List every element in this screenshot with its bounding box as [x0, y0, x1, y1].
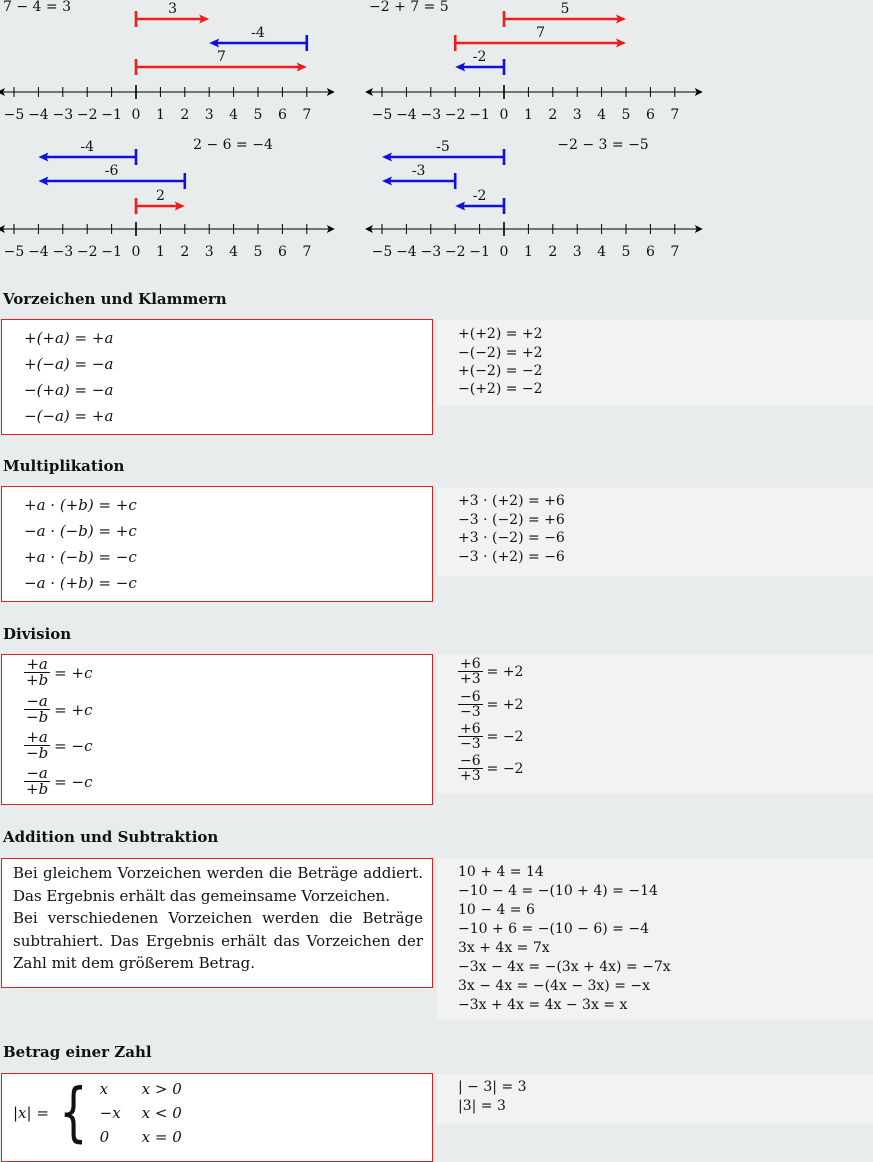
equation-label: −2 − 3 = −5	[557, 137, 649, 153]
numerator: +a	[26, 655, 48, 673]
denominator: +b	[26, 671, 49, 689]
tick-label: 4	[597, 107, 607, 123]
tick-label: −5	[371, 107, 393, 123]
numerator: −a	[26, 764, 48, 782]
tick-label: 2	[180, 244, 190, 260]
example-line: +3 · (−2) = −6	[458, 530, 565, 546]
numerator: −6	[460, 753, 481, 769]
tick-label: −3	[52, 244, 74, 260]
section-title-betrag: Betrag einer Zahl	[3, 1043, 152, 1061]
result: = +2	[486, 696, 524, 713]
tick-label: −4	[396, 244, 417, 260]
example-line: −3 · (+2) = −6	[458, 549, 565, 565]
arrow-label: -4	[251, 25, 265, 41]
example-box-division	[437, 655, 873, 793]
numerator: −6	[460, 689, 481, 705]
numerator: +6	[460, 656, 481, 672]
example-line: +3 · (+2) = +6	[458, 493, 565, 509]
case-condition: x < 0	[141, 1104, 182, 1122]
tick-label: −1	[469, 107, 490, 123]
example-line: | − 3| = 3	[458, 1079, 527, 1095]
tick-label: −2	[76, 107, 98, 123]
tick-label: 0	[131, 244, 141, 260]
numerator: −a	[26, 692, 48, 710]
arrow-label: -6	[104, 163, 119, 179]
example-line: +(+2) = +2	[458, 326, 543, 342]
division-example	[458, 657, 523, 686]
denominator: −3	[460, 736, 481, 752]
rule-line: +(−a) = −a	[24, 355, 114, 373]
tick-label: 3	[204, 244, 214, 260]
tick-label: −5	[3, 244, 25, 260]
tick-label: −3	[420, 244, 442, 260]
tick-label: 2	[548, 244, 558, 260]
example-line: −(+2) = −2	[458, 381, 543, 397]
tick-label: −2	[76, 244, 98, 260]
equation-label: −2 + 7 = 5	[369, 0, 449, 15]
tick-label: 6	[645, 107, 655, 123]
result: = +c	[54, 663, 93, 682]
result: = −2	[486, 760, 524, 777]
tick-label: 1	[523, 107, 533, 123]
denominator: −b	[26, 744, 49, 762]
tick-label: 2	[548, 107, 558, 123]
tick-label: −1	[469, 244, 490, 260]
division-example	[458, 722, 523, 751]
example-box-betrag	[437, 1074, 873, 1124]
result: = −c	[54, 736, 93, 755]
rule-box-multiplikation	[1, 486, 433, 602]
case-condition: x = 0	[141, 1128, 182, 1146]
rule-line: −(−a) = +a	[24, 407, 114, 425]
tick-label: −4	[28, 107, 49, 123]
division-rule	[24, 694, 92, 725]
addition-rule-text	[13, 862, 423, 975]
arrow-label: -4	[80, 139, 95, 155]
numerator: +6	[460, 721, 481, 737]
tick-label: 7	[302, 244, 312, 260]
division-example	[458, 690, 523, 719]
equation-label: 2 − 6 = −4	[193, 137, 273, 153]
equation-label: 7 − 4 = 3	[3, 0, 71, 15]
example-line: 3x + 4x = 7x	[458, 940, 550, 956]
tick-label: 6	[645, 244, 655, 260]
denominator: −b	[26, 708, 49, 726]
tick-label: −5	[371, 244, 393, 260]
case-condition: x > 0	[141, 1080, 182, 1098]
rule-box-vorzeichen	[1, 319, 433, 435]
rule-line: +(+a) = +a	[24, 329, 114, 347]
tick-label: 3	[572, 107, 582, 123]
result: = −2	[486, 728, 524, 745]
denominator: −3	[460, 704, 481, 720]
example-line: −3x + 4x = 4x − 3x = x	[458, 997, 628, 1013]
tick-label: 7	[670, 107, 680, 123]
example-line: |3| = 3	[458, 1098, 506, 1114]
example-line: −10 + 6 = −(10 − 6) = −4	[458, 921, 649, 937]
rule-line: +a · (−b) = −c	[24, 548, 137, 566]
example-line: −10 − 4 = −(10 + 4) = −14	[458, 883, 658, 899]
example-box-vorzeichen	[437, 320, 873, 406]
arrow-label: -2	[472, 188, 487, 204]
tick-label: 2	[180, 107, 190, 123]
case-value: −x	[99, 1104, 121, 1122]
example-line: 10 + 4 = 14	[458, 864, 544, 880]
example-box-addition	[437, 858, 873, 1020]
rule-paragraph: Bei gleichem Vorzeichen werden die Beträge addiert. Das Ergebnis erhält das gemeinsame Vorzeichen.	[13, 864, 423, 905]
tick-label: 1	[155, 107, 165, 123]
tick-label: 5	[621, 107, 631, 123]
denominator: +3	[460, 768, 481, 784]
tick-label: 4	[229, 244, 239, 260]
example-line: 3x − 4x = −(4x − 3x) = −x	[458, 978, 651, 994]
tick-label: −4	[28, 244, 49, 260]
arrow-label: 7	[216, 49, 226, 65]
division-example	[458, 754, 523, 783]
example-line: −3 · (−2) = +6	[458, 512, 565, 528]
arrow-label: 3	[168, 1, 178, 17]
arrow-label: -2	[472, 49, 487, 65]
tick-label: 1	[523, 244, 533, 260]
tick-label: 7	[302, 107, 312, 123]
denominator: +3	[460, 671, 481, 687]
abs-lhs: |x| =	[13, 1104, 49, 1122]
tick-label: −5	[3, 107, 25, 123]
arrow-label: 7	[536, 25, 546, 41]
arrow-label: 5	[560, 1, 570, 17]
division-rule	[24, 730, 92, 761]
tick-label: 0	[499, 244, 509, 260]
tick-label: 6	[277, 244, 287, 260]
tick-label: −1	[101, 107, 122, 123]
tick-label: 6	[277, 107, 287, 123]
numerator: +a	[26, 728, 48, 746]
arrow-label: -5	[436, 139, 450, 155]
tick-label: −4	[396, 107, 417, 123]
number-line-diagrams	[0, 0, 873, 270]
arrow-label: 2	[155, 188, 165, 204]
example-line: −(−2) = +2	[458, 345, 543, 361]
division-rule	[24, 657, 92, 688]
tick-label: 7	[670, 244, 680, 260]
absolute-value-definition	[13, 1076, 182, 1150]
example-line: +(−2) = −2	[458, 363, 543, 379]
left-brace: {	[59, 1076, 88, 1150]
division-rule	[24, 766, 92, 797]
section-title-multiplikation: Multiplikation	[3, 457, 125, 475]
case-value: x	[99, 1080, 109, 1098]
rule-line: −a · (+b) = −c	[24, 574, 137, 592]
tick-label: 5	[621, 244, 631, 260]
tick-label: 5	[253, 107, 263, 123]
tick-label: 1	[155, 244, 165, 260]
tick-label: −3	[420, 107, 442, 123]
rule-box-betrag	[1, 1073, 433, 1162]
tick-label: 0	[131, 107, 141, 123]
tick-label: −2	[444, 244, 466, 260]
example-line: 10 − 4 = 6	[458, 902, 535, 918]
example-line: −3x − 4x = −(3x + 4x) = −7x	[458, 959, 671, 975]
tick-label: 3	[204, 107, 214, 123]
rule-box-addition	[1, 858, 433, 988]
case-value: 0	[99, 1128, 110, 1146]
result: = −c	[54, 772, 93, 791]
tick-label: 3	[572, 244, 582, 260]
rule-line: +a · (+b) = +c	[24, 496, 137, 514]
example-box-multiplikation	[437, 488, 873, 576]
section-title-division: Division	[3, 625, 72, 643]
section-title-addition: Addition und Subtraktion	[3, 828, 219, 846]
rule-line: −(+a) = −a	[24, 381, 114, 399]
tick-label: 4	[229, 107, 239, 123]
rule-paragraph: Bei verschiedenen Vorzeichen werden die Beträge subtrahiert. Das Ergebnis erhält das Vorzeichen der Zahl mit dem größerem Betrag.	[13, 909, 423, 973]
denominator: +b	[26, 780, 49, 798]
piecewise-cases	[100, 1080, 182, 1146]
tick-label: −2	[444, 107, 466, 123]
tick-label: 0	[499, 107, 509, 123]
tick-label: −3	[52, 107, 74, 123]
tick-label: 4	[597, 244, 607, 260]
result: = +c	[54, 700, 93, 719]
tick-label: −1	[101, 244, 122, 260]
rule-box-division	[1, 654, 433, 805]
rule-line: −a · (−b) = +c	[24, 522, 137, 540]
result: = +2	[486, 663, 524, 680]
section-title-vorzeichen: Vorzeichen und Klammern	[3, 290, 227, 308]
arrow-label: -3	[411, 163, 426, 179]
tick-label: 5	[253, 244, 263, 260]
